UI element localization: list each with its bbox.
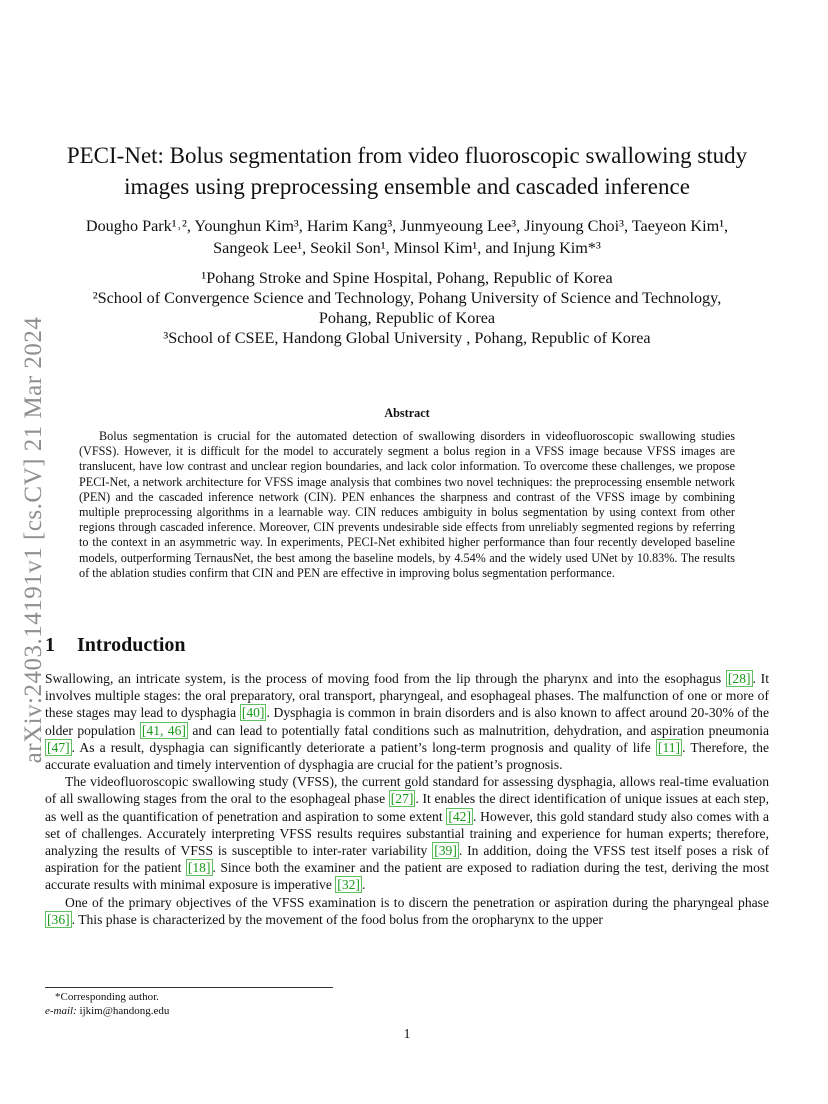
footnote-rule	[45, 987, 333, 988]
author-list	[45, 215, 769, 259]
citation-link[interactable]: [28]	[727, 671, 751, 686]
abstract-heading: Abstract	[384, 406, 430, 420]
abstract-text: Bolus segmentation is crucial for the automated detection of swallowing disorders in videofluoroscopic swallowing studies (VFSS). However, it is difficult for the model to accurately segment a bolus region in a VFSS image because VFSS images are translucent, have low contrast and unclear region boundaries, and lack color information. To overcome these challenges, we propose PECI-Net, a network architecture for VFSS image analysis that combines two novel techniques: the preprocessing ensemble network (PEN) and the cascaded inference network (CIN). PEN enhances the sharpness and contrast of the VFSS image by combining multiple preprocessing algorithms in a learnable way. CIN reduces ambiguity in bolus segmentation by using context from other regions through cascaded inference. Moreover, CIN prevents undesirable side effects from unreliably segmented regions by referring to the context in an asymmetric way. In experiments, PECI-Net exhibited higher performance than four recently developed baseline models, outperforming TernausNet, the best among the baseline models, by 4.54% and the widely used UNet by 10.83%. The results of the ablation studies confirm that CIN and PEN are effective in improving bolus segmentation performance.	[79, 429, 735, 580]
citation-link[interactable]: [32]	[337, 877, 360, 893]
citation-link[interactable]: [36]	[47, 911, 70, 927]
arxiv-identifier: arXiv:2403.14191v1 [cs.CV] 21 Mar 2024	[20, 316, 47, 764]
title-line-1: PECI-Net: Bolus segmentation from video fluoroscopic swallowing study	[66, 143, 748, 168]
citation-link[interactable]: [27]	[390, 791, 414, 807]
authors-line-1: Dougho Park¹˒², Younghun Kim³, Harim Kang³, Junmyeoung Lee³, Jinyoung Choi³, Taeyeon Kim¹,	[85, 217, 729, 235]
paragraph: Swallowing, an intricate system, is the process of moving food from the lip through the pharynx and into the esophagus [28] . It involves multiple stages: the oral preparatory, oral transport, pharyngeal, and esophageal phases. The malfunction of one or more of these stages may lead to dysphagia [40] . Dysphagia is common in brain disorders and is also known to affect around 20-30% of the older population [41, 46] and can lead to potentially fatal conditions such as malnutrition, dehydration, and aspiration pneumonia [47] . As a result, dysphagia can significantly deteriorate a patient’s long-term prognosis and quality of life [11] . Therefore, the accurate evaluation and timely intervention of dysphagia are crucial for the patient’s prognosis.	[45, 671, 770, 773]
author-email[interactable]: ijkim@handong.edu	[79, 1004, 170, 1017]
section-number: 1	[45, 634, 55, 656]
citation-link[interactable]: [42]	[448, 808, 472, 824]
section-title: Introduction	[77, 634, 186, 656]
authors-line-2: Sangeok Lee¹, Seokil Son¹, Minsol Kim¹, and Injung Kim*³	[213, 239, 601, 257]
affiliation-1: ¹Pohang Stroke and Spine Hospital, Pohang, Republic of Korea	[201, 269, 613, 287]
affiliations	[45, 268, 769, 348]
citation-link[interactable]: [11]	[657, 739, 681, 755]
citation-link[interactable]: [18]	[187, 860, 211, 876]
section-heading	[45, 634, 186, 657]
title-line-2: images using preprocessing ensemble and cascaded inference	[124, 174, 690, 199]
citation-link[interactable]: [41, 46]	[141, 722, 186, 738]
email-label: e-mail:	[45, 1004, 77, 1017]
citation-link[interactable]: [47]	[47, 739, 70, 755]
citation-link[interactable]: [40]	[241, 705, 265, 721]
body-text	[45, 670, 769, 928]
footnote	[45, 991, 169, 1018]
affiliation-3: ³School of CSEE, Handong Global University , Pohang, Republic of Korea	[163, 329, 651, 347]
paragraph: One of the primary objectives of the VFSS examination is to discern the penetration or aspiration during the pharyngeal phase [36] . This phase is characterized by the movement of the food bolus from the oropharynx to the upper	[47, 894, 769, 927]
affiliation-2-line-1: ²School of Convergence Science and Technology, Pohang University of Science and Technology,	[92, 289, 722, 307]
citation-link[interactable]: [39]	[434, 843, 457, 859]
page-number: 1	[403, 1026, 411, 1041]
paragraph: The videofluoroscopic swallowing study (VFSS), the current gold standard for assessing dysphagia, allows real-time evaluation of all swallowing stages from the oral to the esophageal phase [27] . It enables the direct identification of unique issues at each step, as well as the quantification of penetration and aspiration to some extent [42] . However, this gold standard study also comes with a set of challenges. Accurately interpreting VFSS results requires substantial training and experience for human experts; therefore, analyzing the results of VFSS is susceptible to inter-rater variability [39] . In addition, doing the VFSS test itself poses a risk of aspiration for the patient [18] . Since both the examiner and the patient are exposed to radiation during the test, deriving the most accurate results with minimal exposure is imperative [32] .	[45, 774, 769, 893]
affiliation-2-line-2: Pohang, Republic of Korea	[318, 309, 496, 327]
corresponding-author-note: *Corresponding author.	[55, 991, 159, 1003]
paper-title	[45, 140, 769, 202]
